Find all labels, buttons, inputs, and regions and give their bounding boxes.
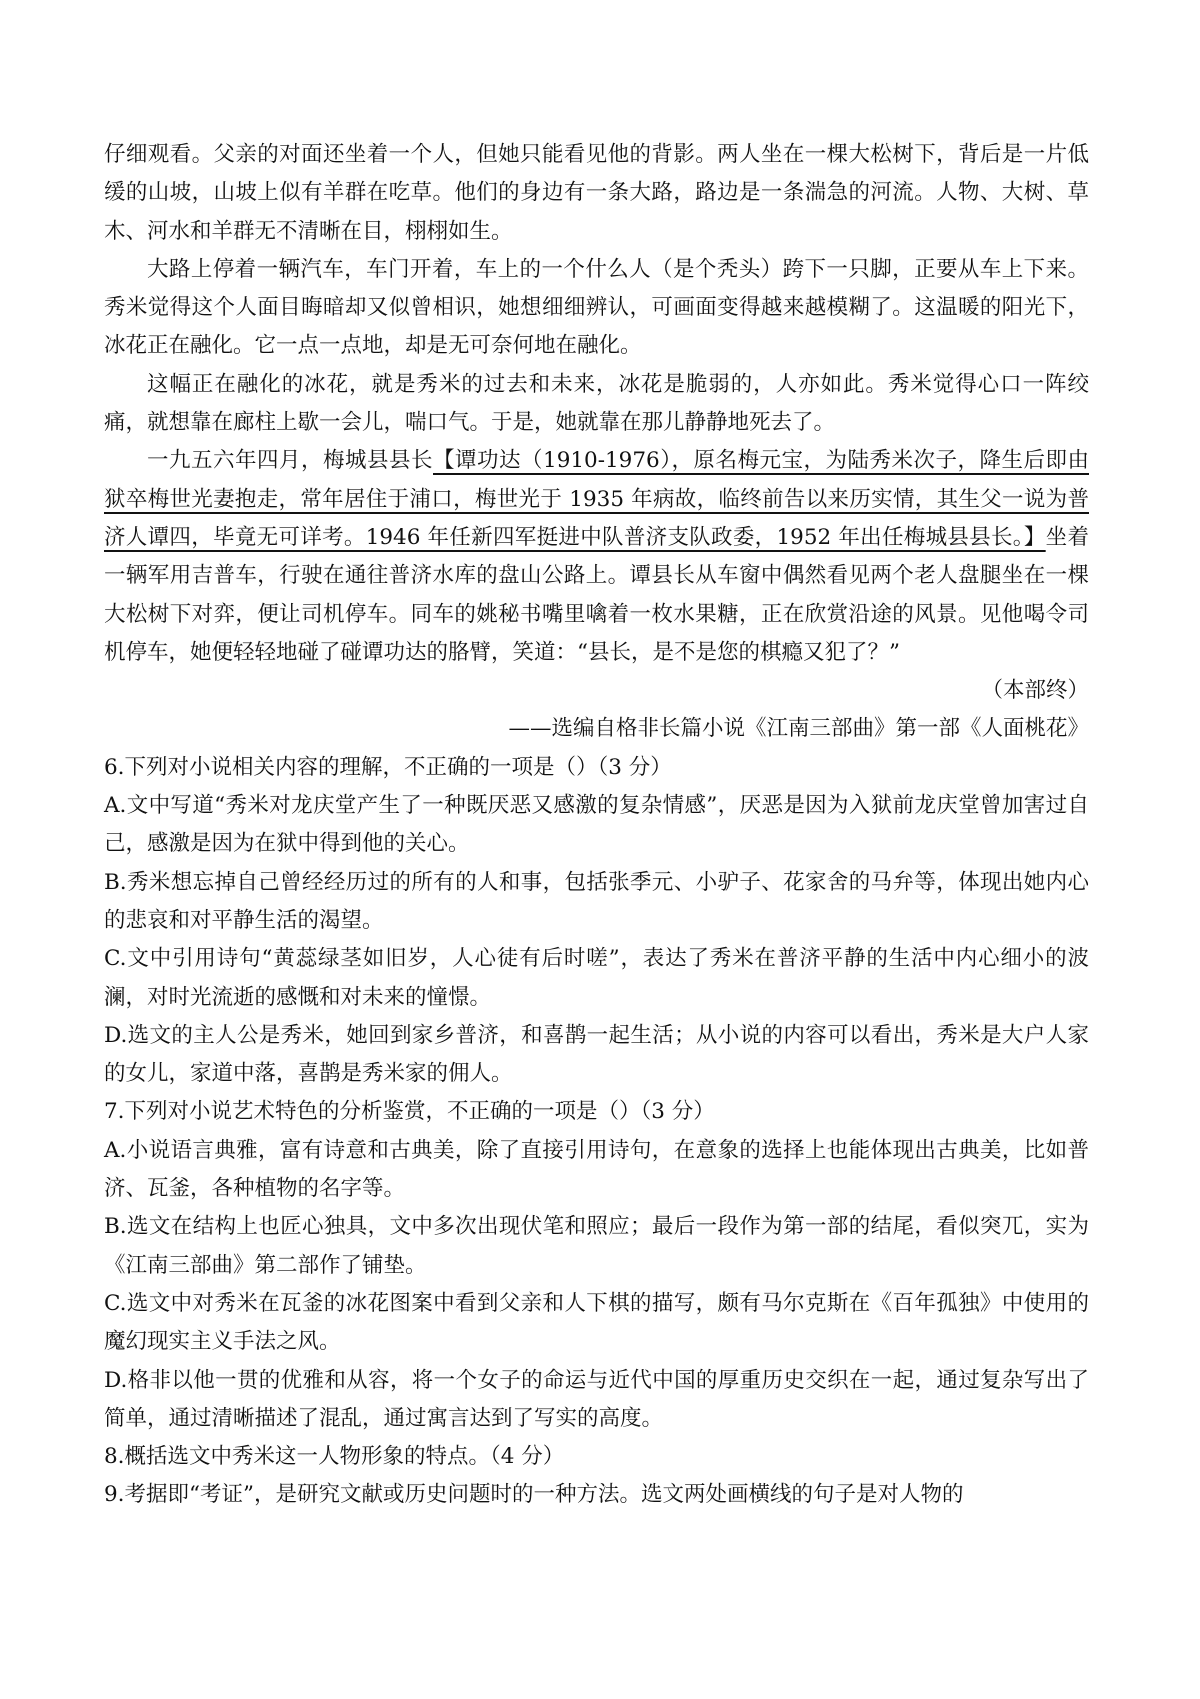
exam-page [104, 136, 1089, 1515]
passage-paragraph-3: 这幅正在融化的冰花，就是秀米的过去和未来，冰花是脆弱的，人亦如此。秀米觉得心口一阵绞痛，就想靠在廊柱上歇一会儿，喘口气。于是，她就靠在那儿静静地死去了。 [104, 371, 1089, 436]
paragraph-4-lead: 一九五六年四月，梅城县县长 [147, 448, 434, 474]
end-note: （本部终） [981, 678, 1089, 704]
passage-paragraph-2: 大路上停着一辆汽车，车门开着，车上的一个什么人（是个秃头）跨下一只脚，正要从车上下来。秀米觉得这个人面目晦暗却又似曾相识，她想细细辨认，可画面变得越来越模糊了。这温暖的阳光下，冰花正在融化。它一点一点地，却是无可奈何地在融化。 [104, 256, 1089, 359]
paragraph-4-tail: 坐着一辆军用吉普车，行驶在通往普济水库的盘山公路上。谭县长从车窗中偶然看见两个老人盘腿坐在一棵大松树下对弈，便让司机停车。同车的姚秘书嘴里噙着一枚水果糖，正在欣赏沿途的风景。见他喝令司机停车，她便轻轻地碰了碰谭功达的胳臂，笑道：“县长，是不是您的棋瘾又犯了？” [104, 524, 1089, 665]
question-7-option-b: B.选文在结构上也匠心独具，文中多次出现伏笔和照应；最后一段作为第一部的结尾，看似突兀，实为《江南三部曲》第二部作了铺垫。 [104, 1214, 1089, 1278]
passage-paragraph-4 [104, 442, 1089, 672]
question-7-option-c: C.选文中对秀米在瓦釜的冰花图案中看到父亲和人下棋的描写，颇有马尔克斯在《百年孤独》中使用的魔幻现实主义手法之风。 [104, 1290, 1089, 1355]
question-8: 8.概括选文中秀米这一人物形象的特点。（4 分） [104, 1444, 565, 1470]
question-9: 9.考据即“考证”，是研究文献或历史问题时的一种方法。选文两处画横线的句子是对人物的 [104, 1482, 964, 1508]
question-6-option-a: A.文中写道“秀米对龙庆堂产生了一种既厌恶又感激的复杂情感”，厌恶是因为入狱前龙庆堂曾加害过自己，感激是因为在狱中得到他的关心。 [104, 793, 1089, 857]
question-6: 6.下列对小说相关内容的理解，不正确的一项是（）（3 分） [104, 754, 672, 780]
underlined-biography: 【谭功达（1910-1976），原名梅元宝，为陆秀米次子，降生后即由狱卒梅世光妻抱走，常年居住于浦口，梅世光于 1935 年病故，临终前告以来历实情，其生父一说为普济人谭四，毕竟无可详考。1946 年任新四军挺进中队普济支队政委，1952 年出任梅城县县长。】 [104, 448, 1089, 550]
question-6-option-c: C.文中引用诗句“黄蕊绿茎如旧岁，人心徒有后时嗟”，表达了秀米在普济平静的生活中内心细小的波澜，对时光流逝的感慨和对未来的憧憬。 [104, 946, 1089, 1010]
source-citation: ——选编自格非长篇小说《江南三部曲》第一部《人面桃花》 [508, 716, 1089, 742]
question-6-option-b: B.秀米想忘掉自己曾经经历过的所有的人和事，包括张季元、小驴子、花家舍的马弁等，体现出她内心的悲哀和对平静生活的渴望。 [104, 869, 1089, 933]
question-7-option-d: D.格非以他一贯的优雅和从容，将一个女子的命运与近代中国的厚重历史交织在一起，通过复杂写出了简单，通过清晰描述了混乱，通过寓言达到了写实的高度。 [104, 1367, 1089, 1431]
question-7: 7.下列对小说艺术特色的分析鉴赏，不正确的一项是（）（3 分） [104, 1099, 715, 1125]
question-7-option-a: A.小说语言典雅，富有诗意和古典美，除了直接引用诗句，在意象的选择上也能体现出古典美，比如普济、瓦釜，各种植物的名字等。 [104, 1137, 1089, 1202]
question-6-option-d: D.选文的主人公是秀米，她回到家乡普济，和喜鹊一起生活；从小说的内容可以看出，秀米是大户人家的女儿，家道中落，喜鹊是秀米家的佣人。 [104, 1022, 1089, 1087]
passage-paragraph-1: 仔细观看。父亲的对面还坐着一个人，但她只能看见他的背影。两人坐在一棵大松树下，背后是一片低缓的山坡，山坡上似有羊群在吃草。他们的身边有一条大路，路边是一条湍急的河流。人物、大树、草木、河水和羊群无不清晰在目，栩栩如生。 [104, 142, 1089, 244]
